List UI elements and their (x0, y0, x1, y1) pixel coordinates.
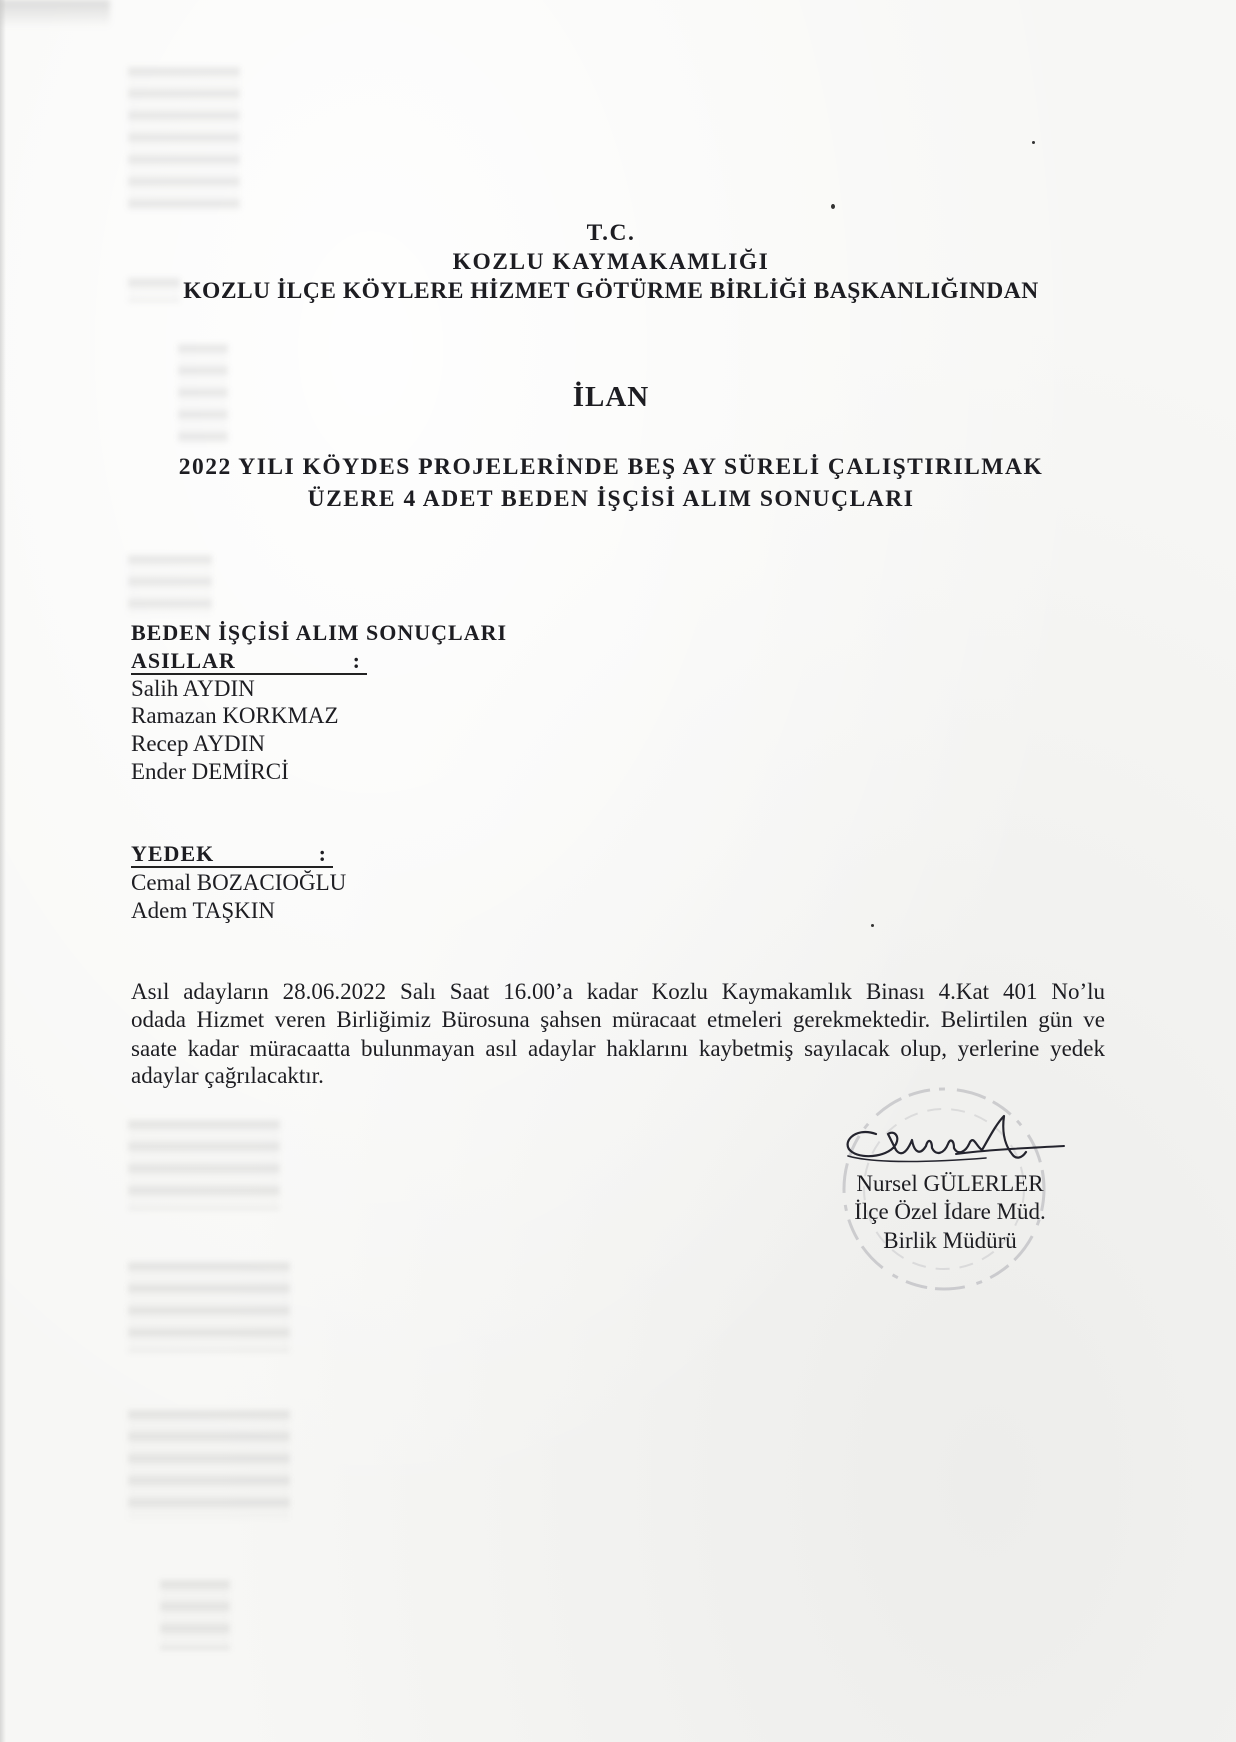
bleed-through-shadow (128, 1262, 290, 1352)
bleed-through-shadow (128, 1120, 280, 1210)
results-heading: BEDEN İŞÇİSİ ALIM SONUÇLARI (131, 620, 508, 645)
reserves-label: YEDEK (131, 841, 215, 866)
principals-separator: : (352, 648, 361, 673)
reserves-label-row (131, 841, 333, 868)
ink-speck (871, 924, 874, 927)
header-union: KOZLU İLÇE KÖYLERE HİZMET GÖTÜRME BİRLİĞİ BAŞKANLIĞINDAN (183, 278, 1039, 304)
notice-line: adaylar çağrılacaktır. (131, 1063, 324, 1088)
reserve-name: Adem TAŞKIN (131, 898, 276, 923)
principal-name: Ramazan KORKMAZ (131, 703, 339, 728)
subject-line-1: 2022 YILI KÖYDES PROJELERİNDE BEŞ AY SÜRELİ ÇALIŞTIRILMAK (178, 454, 1044, 480)
scan-corner-shadow (0, 0, 110, 28)
signatory-title-line-1: İlçe Özel İdare Müd. (854, 1199, 1046, 1224)
principals-label: ASILLAR (131, 648, 236, 673)
header-republic: T.C. (586, 220, 636, 246)
principal-name: Salih AYDIN (131, 676, 255, 701)
bleed-through-shadow (128, 555, 212, 615)
handwritten-signature (836, 1110, 1066, 1180)
bleed-through-shadow (128, 1410, 290, 1520)
bleed-through-shadow (128, 67, 240, 211)
bleed-through-shadow (160, 1580, 230, 1650)
notice-line: saate kadar müracaatta bulunmayan asıl adaylar haklarını kaybetmiş sayılacak olup, yerlerine yedek (131, 1036, 1105, 1061)
document-title: İLAN (572, 381, 650, 413)
principal-name: Recep AYDIN (131, 731, 265, 756)
reserve-name: Cemal BOZACIOĞLU (131, 870, 347, 895)
principals-label-row (131, 648, 367, 675)
notice-line: Asıl adayların 28.06.2022 Salı Saat 16.00’a kadar Kozlu Kaymakamlık Binası 4.Kat 401 No’lu (131, 979, 1105, 1004)
signatory-title-line-2: Birlik Müdürü (883, 1228, 1017, 1253)
reserves-separator: : (318, 841, 327, 866)
signatory-name: Nursel GÜLERLER (856, 1171, 1044, 1196)
ink-speck (1032, 141, 1035, 144)
notice-line: odada Hizmet veren Birliğimiz Bürosuna şahsen müracaat etmeleri gerekmektedir. Belirtilen gün ve (131, 1007, 1105, 1032)
header-governorship: KOZLU KAYMAKAMLIĞI (452, 249, 770, 275)
principal-name: Ender DEMİRCİ (131, 759, 289, 784)
subject-line-2: ÜZERE 4 ADET BEDEN İŞÇİSİ ALIM SONUÇLARI (307, 486, 915, 512)
ink-speck (831, 204, 835, 209)
